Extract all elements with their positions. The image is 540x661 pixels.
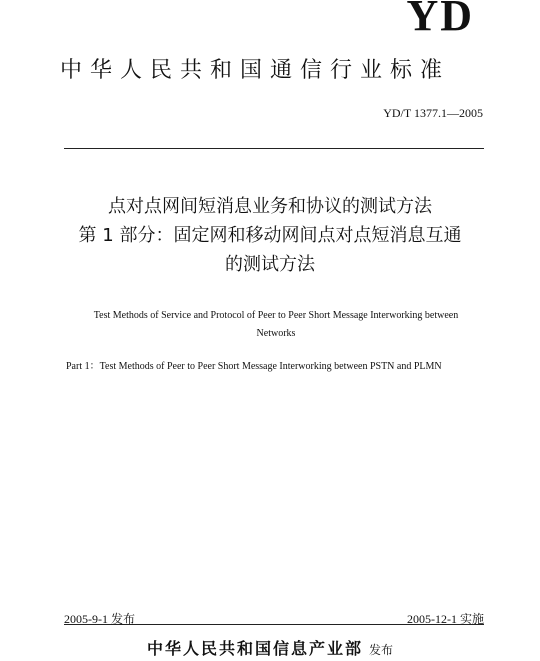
top-divider bbox=[64, 148, 484, 149]
publisher-suffix: 发布 bbox=[369, 643, 394, 657]
implementation-date: 2005-12-1 实施 bbox=[407, 612, 484, 626]
english-title-line-1: Test Methods of Service and Protocol of Peer to Peer Short Message Interworking between bbox=[93, 310, 459, 321]
chinese-title bbox=[40, 192, 500, 279]
chinese-title-line-2: 第 1 部分：固定网和移动网间点对点短消息互通 bbox=[78, 225, 462, 246]
english-title bbox=[66, 307, 486, 343]
bottom-divider bbox=[64, 624, 484, 625]
standard-number: YD/T 1377.1—2005 bbox=[383, 106, 483, 120]
publisher-line bbox=[0, 636, 540, 659]
standard-type-heading: 中华人民共和国通信行业标准 bbox=[60, 58, 451, 83]
chinese-title-line-3: 的测试方法 bbox=[225, 254, 315, 275]
chinese-title-line-1: 点对点网间短消息业务和协议的测试方法 bbox=[108, 196, 432, 217]
publisher-name: 中华人民共和国信息产业部 bbox=[146, 639, 363, 658]
issue-date: 2005-9-1 发布 bbox=[64, 612, 135, 626]
yd-logo: YD bbox=[406, 0, 474, 40]
english-part-title: Part 1：Test Methods of Peer to Peer Short Message Interworking between PSTN and PLMN bbox=[66, 361, 442, 372]
english-title-line-2: Networks bbox=[256, 328, 296, 339]
